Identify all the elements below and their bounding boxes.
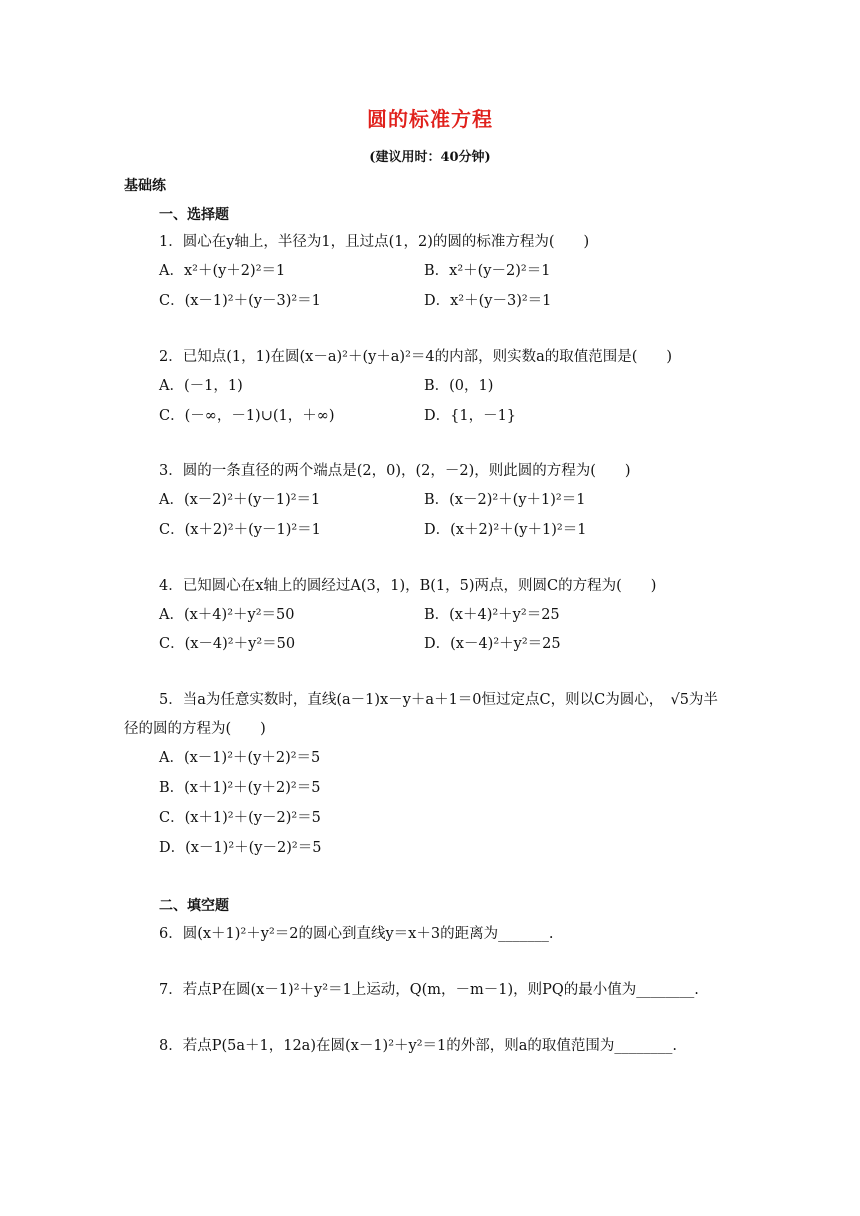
q1-option-a: A．x²＋(y＋2)²＝1 xyxy=(159,263,286,279)
q2-option-d: D．{1，－1} xyxy=(424,408,517,424)
question-5: 5．当a为任意实数时，直线(a－1)x－y＋a＋1＝0恒过定点C，则以C为圆心， √5为半 xyxy=(159,692,718,708)
time-note: (建议用时：40分钟) xyxy=(369,150,491,165)
q1-option-c: C．(x－1)²＋(y－3)²＝1 xyxy=(159,293,321,309)
page-title: 圆的标准方程 xyxy=(367,107,493,131)
section-choice: 一、选择题 xyxy=(159,207,229,223)
q4-option-b: B．(x＋4)²＋y²＝25 xyxy=(424,607,560,623)
question-5-continuation: 径的圆的方程为( ) xyxy=(124,721,266,737)
q5-option-c: C．(x＋1)²＋(y－2)²＝5 xyxy=(159,810,321,826)
q2-option-b: B．(0，1) xyxy=(424,378,494,394)
q4-option-a: A．(x＋4)²＋y²＝50 xyxy=(159,607,295,623)
question-7: 7．若点P在圆(x－1)²＋y²＝1上运动，Q(m，－m－1)，则PQ的最小值为________. xyxy=(159,982,699,998)
q3-option-d: D．(x＋2)²＋(y＋1)²＝1 xyxy=(424,522,587,538)
q5-option-b: B．(x＋1)²＋(y＋2)²＝5 xyxy=(159,780,321,796)
question-2: 2．已知点(1，1)在圆(x－a)²＋(y＋a)²＝4的内部，则实数a的取值范围是( ) xyxy=(159,349,673,365)
q3-option-a: A．(x－2)²＋(y－1)²＝1 xyxy=(159,492,321,508)
q3-option-c: C．(x＋2)²＋(y－1)²＝1 xyxy=(159,522,321,538)
part-label: 基础练 xyxy=(124,178,166,194)
q5-option-d: D．(x－1)²＋(y－2)²＝5 xyxy=(159,840,322,856)
q2-option-c: C．(－∞，－1)∪(1，＋∞) xyxy=(159,408,335,424)
section-fill: 二、填空题 xyxy=(159,898,229,914)
q1-option-b: B．x²＋(y－2)²＝1 xyxy=(424,263,551,279)
question-1: 1．圆心在y轴上，半径为1，且过点(1，2)的圆的标准方程为( ) xyxy=(159,234,590,250)
question-3: 3．圆的一条直径的两个端点是(2，0)，(2，－2)，则此圆的方程为( ) xyxy=(159,463,631,479)
q3-option-b: B．(x－2)²＋(y＋1)²＝1 xyxy=(424,492,586,508)
question-6: 6．圆(x＋1)²＋y²＝2的圆心到直线y＝x＋3的距离为_______. xyxy=(159,926,554,942)
q4-option-d: D．(x－4)²＋y²＝25 xyxy=(424,636,561,652)
q2-option-a: A．(－1，1) xyxy=(159,378,243,394)
q5-option-a: A．(x－1)²＋(y＋2)²＝5 xyxy=(159,750,321,766)
q1-option-d: D．x²＋(y－3)²＝1 xyxy=(424,293,552,309)
question-4: 4．已知圆心在x轴上的圆经过A(3，1)，B(1，5)两点，则圆C的方程为( ) xyxy=(159,578,657,594)
question-8: 8．若点P(5a＋1，12a)在圆(x－1)²＋y²＝1的外部，则a的取值范围为________. xyxy=(159,1038,677,1054)
q4-option-c: C．(x－4)²＋y²＝50 xyxy=(159,636,296,652)
